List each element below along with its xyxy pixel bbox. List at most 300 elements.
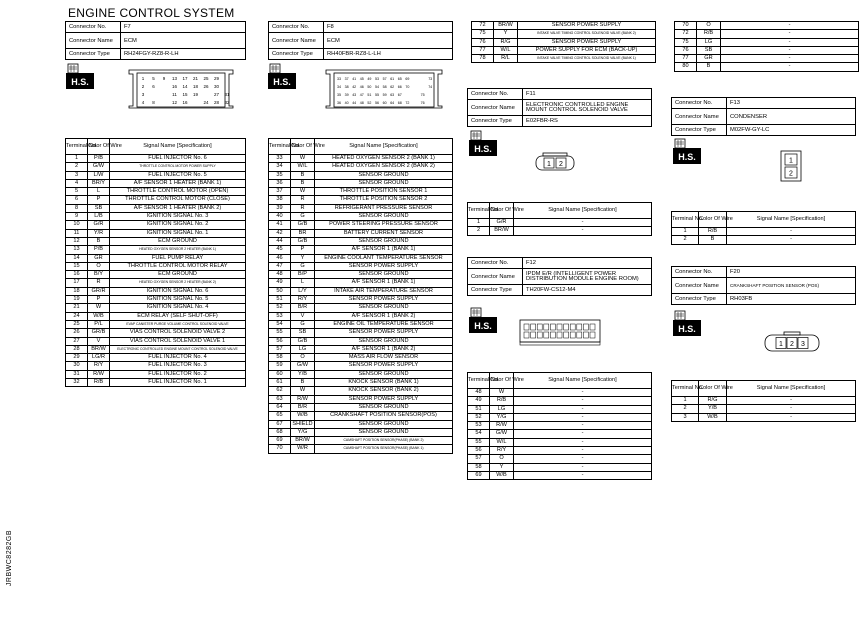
- wire-color-cell: Y/B: [699, 405, 727, 413]
- connector-type-value: M02FW-GY-LC: [727, 125, 856, 136]
- terminal-no-cell: 80: [675, 63, 697, 71]
- signal-name-cell: CAMSHAFT POSITION SENSOR(PHASE) (BANK 1): [315, 445, 453, 453]
- signal-name-cell: SENSOR POWER SUPPLY: [315, 362, 453, 370]
- table-row: [468, 438, 652, 446]
- wire-color-cell: O: [490, 455, 514, 463]
- wire-color-cell: BR/W: [291, 437, 315, 445]
- connector-pin-label: 76: [420, 101, 425, 105]
- connector-pin-label: 41: [352, 77, 357, 81]
- f11-pin-1: 1: [547, 161, 551, 168]
- signal-name-cell: HEATED OXYGEN SENSOR 2 (BANK 2): [315, 163, 453, 171]
- terminal-no-cell: 39: [269, 204, 291, 212]
- f12-connector-face: [519, 318, 601, 351]
- signal-name-cell: -: [721, 30, 859, 38]
- terminal-no-cell: 34: [269, 163, 291, 171]
- terminal-no-cell: 63: [269, 395, 291, 403]
- connector-no-label: Connector No.: [468, 258, 523, 269]
- table-row: [269, 287, 453, 295]
- wire-color-cell: SB: [88, 204, 110, 212]
- table-row: [66, 246, 246, 254]
- connector-pin-label: 14: [182, 84, 188, 89]
- signal-name-cell: -: [721, 55, 859, 63]
- connector-cavity: [583, 324, 588, 330]
- terminal-no-cell: 37: [269, 188, 291, 196]
- table-row: [66, 312, 246, 320]
- wire-color-cell: R/W: [291, 395, 315, 403]
- terminal-no-header: Terminal No.: [269, 139, 291, 155]
- terminal-no-cell: 27: [66, 337, 88, 345]
- table-row: [468, 389, 652, 397]
- table-row: [66, 287, 246, 295]
- terminal-no-header: Terminal No.: [672, 212, 699, 228]
- connector-type-label: Connector Type: [468, 116, 523, 127]
- terminal-no-cell: 59: [269, 362, 291, 370]
- wire-color-cell: R/W: [88, 370, 110, 378]
- terminal-no-cell: 14: [66, 254, 88, 262]
- connector-pin-label: 50: [367, 85, 372, 89]
- terminal-no-cell: 77: [472, 46, 494, 54]
- signal-name-cell: A/F SENSOR 1 (BANK 1): [315, 279, 453, 287]
- terminal-no-cell: 10: [66, 221, 88, 229]
- signal-name-cell: -: [721, 63, 859, 71]
- connector-pin-label: 28: [213, 100, 220, 105]
- signal-name-cell: A/F SENSOR 1 HEATER (BANK 2): [110, 204, 246, 212]
- svg-text:H.S.: H.S.: [474, 144, 492, 154]
- wire-color-cell: R: [291, 204, 315, 212]
- terminal-no-cell: 46: [269, 254, 291, 262]
- terminal-no-cell: 52: [468, 413, 490, 421]
- connector-pin-label: 27: [213, 92, 220, 97]
- table-row: [472, 55, 656, 63]
- terminal-no-cell: 11: [66, 229, 88, 237]
- f12-pin-table: [467, 372, 652, 480]
- wire-color-cell: B: [88, 237, 110, 245]
- wire-color-cell: BR/W: [88, 345, 110, 353]
- wire-color-cell: V: [291, 312, 315, 320]
- table-row: [269, 221, 453, 229]
- terminal-no-cell: 78: [472, 55, 494, 63]
- connector-cavity: [577, 324, 582, 330]
- wire-color-cell: G/R: [88, 221, 110, 229]
- f11-info-table: [467, 88, 652, 127]
- signal-name-cell: FUEL INJECTOR No. 5: [110, 171, 246, 179]
- connector-pin-label: 17: [182, 76, 188, 81]
- signal-name-cell: A/F SENSOR 1 (BANK 1): [315, 246, 453, 254]
- signal-name-cell: -: [514, 447, 652, 455]
- hs-icon: [673, 310, 701, 341]
- f20-pin-2: 2: [790, 341, 794, 348]
- signal-name-cell: -: [514, 405, 652, 413]
- terminal-no-cell: 70: [675, 22, 697, 30]
- connector-cavity: [557, 332, 562, 338]
- table-row: [672, 236, 856, 244]
- wire-color-cell: B: [291, 171, 315, 179]
- wire-color-cell: G/W: [490, 430, 514, 438]
- wire-color-cell: BR/W: [490, 227, 514, 235]
- wire-color-cell: R/G: [494, 38, 518, 46]
- signal-name-header: Signal Name [Specification]: [727, 212, 856, 228]
- table-row: [675, 38, 859, 46]
- connector-cavity: [537, 324, 542, 330]
- connector-pin-label: 60: [382, 101, 387, 105]
- signal-name-cell: -: [721, 46, 859, 54]
- signal-name-cell: HEATED OXYGEN SENSOR 2 HEATER (BANK 2): [110, 279, 246, 287]
- connector-pin-label: 52: [367, 101, 372, 105]
- table-row: [472, 38, 656, 46]
- terminal-no-cell: 48: [269, 271, 291, 279]
- table-row: [66, 320, 246, 328]
- signal-name-cell: SENSOR GROUND: [315, 370, 453, 378]
- signal-name-cell: IGNITION SIGNAL No. 5: [110, 296, 246, 304]
- signal-name-cell: SENSOR POWER SUPPLY: [315, 395, 453, 403]
- connector-pin-label: 18: [192, 84, 199, 89]
- signal-name-cell: -: [727, 228, 856, 236]
- f13-info-table: [671, 97, 856, 136]
- connector-pin-label: 56: [375, 101, 379, 105]
- terminal-no-cell: 1: [66, 155, 88, 163]
- wire-color-cell: R/W: [490, 422, 514, 430]
- signal-name-cell: SENSOR GROUND: [315, 237, 453, 245]
- wire-color-cell: W/L: [291, 163, 315, 171]
- table-row: [468, 227, 652, 235]
- table-row: [66, 179, 246, 187]
- terminal-no-cell: 2: [468, 227, 490, 235]
- f13-pin-table: [671, 211, 856, 245]
- signal-name-cell: A/F SENSOR 1 (BANK 2): [315, 345, 453, 353]
- connector-pin-label: 51: [367, 93, 372, 97]
- terminal-no-cell: 33: [269, 155, 291, 163]
- signal-name-cell: -: [721, 22, 859, 30]
- signal-name-cell: THROTTLE POSITION SENSOR 2: [315, 196, 453, 204]
- f20-pin-table: [671, 380, 856, 422]
- connector-pin-label: 33: [337, 77, 341, 81]
- table-row: [66, 204, 246, 212]
- connector-cavity: [544, 324, 549, 330]
- signal-name-cell: -: [514, 397, 652, 405]
- table-row: [675, 30, 859, 38]
- connector-pin-label: 73: [428, 77, 433, 81]
- table-row: [269, 179, 453, 187]
- wire-color-cell: P: [291, 246, 315, 254]
- terminal-no-cell: 42: [269, 229, 291, 237]
- wire-color-cell: GR/B: [88, 329, 110, 337]
- signal-name-cell: POWER SUPPLY FOR ECM (BACK-UP): [518, 46, 656, 54]
- table-row: [269, 155, 453, 163]
- terminal-no-cell: 19: [66, 296, 88, 304]
- signal-name-cell: THROTTLE CONTROL MOTOR (CLOSE): [110, 196, 246, 204]
- terminal-no-cell: 21: [66, 304, 88, 312]
- connector-pin-label: 30: [213, 84, 220, 89]
- signal-name-cell: CRANKSHAFT POSITION SENSOR(POS): [315, 412, 453, 420]
- connector-cavity: [531, 324, 536, 330]
- signal-name-cell: FUEL INJECTOR No. 4: [110, 354, 246, 362]
- table-row: [472, 22, 656, 30]
- signal-name-cell: -: [514, 227, 652, 235]
- connector-cavity: [570, 324, 575, 330]
- connector-type-value: RH24FGY-RZ8-R-LH: [121, 49, 246, 60]
- table-row: [269, 213, 453, 221]
- connector-name-value: ECM: [324, 33, 453, 49]
- wire-color-cell: LG/R: [88, 354, 110, 362]
- signal-name-cell: IGNITION SIGNAL No. 4: [110, 304, 246, 312]
- signal-name-cell: BATTERY CURRENT SENSOR: [315, 229, 453, 237]
- wire-color-cell: P/L: [88, 320, 110, 328]
- table-row: [66, 155, 246, 163]
- terminal-no-cell: 55: [468, 438, 490, 446]
- f13-connector-face: [779, 150, 803, 187]
- terminal-no-cell: 53: [468, 422, 490, 430]
- connector-pin-label: 9: [162, 76, 166, 81]
- connector-pin-label: 13: [171, 76, 178, 81]
- terminal-no-cell: 50: [269, 287, 291, 295]
- signal-name-cell: SENSOR GROUND: [315, 304, 453, 312]
- color-of-wire-header: Color Of Wire: [699, 381, 727, 397]
- connector-pin-label: 6: [152, 84, 155, 89]
- connector-type-value: E02FBR-RS: [523, 116, 652, 127]
- terminal-no-cell: 54: [269, 320, 291, 328]
- connector-pin-label: 61: [390, 77, 395, 81]
- connector-pin-label: 58: [382, 85, 387, 89]
- table-row: [66, 213, 246, 221]
- signal-name-cell: IGNITION SIGNAL No. 3: [110, 213, 246, 221]
- f20-connector-face: [764, 331, 820, 358]
- terminal-no-cell: 49: [269, 279, 291, 287]
- connector-type-label: Connector Type: [468, 285, 523, 296]
- wire-color-cell: P: [88, 196, 110, 204]
- wire-color-cell: W: [490, 389, 514, 397]
- table-row: [66, 229, 246, 237]
- connector-no-value: F7: [121, 22, 246, 33]
- table-row: [269, 171, 453, 179]
- f7-pin-table: [65, 138, 246, 387]
- connector-pin-label: 70: [405, 85, 410, 89]
- connector-pin-label: 34: [337, 85, 341, 89]
- connector-pin-label: 11: [172, 92, 177, 97]
- signal-name-cell: -: [727, 236, 856, 244]
- connector-pin-label: 35: [337, 93, 341, 97]
- wire-color-cell: GR: [88, 254, 110, 262]
- wire-color-cell: SHIELD: [292, 420, 313, 427]
- connector-cavity: [590, 324, 595, 330]
- terminal-no-cell: 41: [269, 221, 291, 229]
- connector-pin-label: 66: [397, 85, 402, 89]
- connector-pin-label: 59: [382, 93, 387, 97]
- terminal-no-cell: 53: [269, 312, 291, 320]
- terminal-no-cell: 35: [269, 171, 291, 179]
- signal-name-header: Signal Name [Specification]: [315, 139, 453, 155]
- wire-color-cell: B/R: [291, 304, 315, 312]
- wire-color-cell: R: [291, 196, 315, 204]
- signal-name-cell: THROTTLE POSITION SENSOR 1: [315, 188, 453, 196]
- signal-name-cell: THROTTLE CONTROL MOTOR POWER SUPPLY: [110, 163, 246, 171]
- table-row: [269, 296, 453, 304]
- wire-color-cell: V: [88, 337, 110, 345]
- f11-connector-face: [535, 152, 575, 177]
- table-row: [269, 188, 453, 196]
- signal-name-cell: ENGINE COOLANT TEMPERATURE SENSOR: [315, 254, 453, 262]
- connector-pin-label: 37: [344, 77, 349, 81]
- wire-color-cell: W/L: [494, 46, 518, 54]
- wire-color-cell: B/P: [291, 271, 315, 279]
- connector-pin-label: 4: [141, 100, 145, 105]
- connector-pin-label: 65: [397, 77, 402, 81]
- signal-name-cell: FUEL INJECTOR No. 6: [110, 155, 246, 163]
- table-row: [468, 397, 652, 405]
- terminal-no-cell: 72: [472, 22, 494, 30]
- connector-pin-label: 21: [192, 76, 199, 81]
- connector-pin-label: 49: [367, 77, 372, 81]
- wire-color-cell: R/B: [697, 30, 721, 38]
- signal-name-cell: SENSOR POWER SUPPLY: [315, 296, 453, 304]
- f20-info-table: [671, 266, 856, 305]
- signal-name-cell: SENSOR GROUND: [315, 420, 453, 428]
- signal-name-cell: ECM GROUND: [110, 237, 246, 245]
- wire-color-cell: W/B: [291, 412, 315, 420]
- wire-color-cell: W: [291, 188, 315, 196]
- hs-icon: [469, 130, 497, 161]
- connector-pin-label: 67: [397, 93, 402, 97]
- signal-name-cell: FUEL INJECTOR No. 2: [110, 370, 246, 378]
- table-row: [269, 387, 453, 395]
- connector-type-label: Connector Type: [269, 49, 324, 60]
- connector-pin-label: 54: [375, 85, 379, 89]
- table-row: [672, 405, 856, 413]
- f20-pin-3: 3: [801, 341, 805, 348]
- wire-color-cell: R/G: [699, 397, 727, 405]
- wire-color-cell: R/B: [490, 397, 514, 405]
- table-row: [468, 447, 652, 455]
- svg-text:H.S.: H.S.: [273, 77, 291, 87]
- connector-cavity: [524, 332, 529, 338]
- table-row: [468, 430, 652, 438]
- terminal-no-cell: 62: [269, 387, 291, 395]
- table-row: [269, 279, 453, 287]
- connector-pin-label: 74: [428, 85, 433, 89]
- connector-type-value: RH40FBR-RZ8-L-LH: [324, 49, 453, 60]
- terminal-no-cell: 58: [269, 354, 291, 362]
- svg-text:H.S.: H.S.: [678, 324, 696, 334]
- connector-pin-label: 2: [141, 84, 145, 89]
- terminal-no-cell: 51: [468, 405, 490, 413]
- terminal-no-cell: 18: [66, 287, 88, 295]
- terminal-no-cell: 26: [66, 329, 88, 337]
- table-row: [269, 420, 453, 428]
- wire-color-cell: GR/R: [88, 287, 110, 295]
- connector-pin-label: 63: [390, 93, 395, 97]
- connector-cavity: [577, 332, 582, 338]
- terminal-no-cell: 31: [66, 370, 88, 378]
- signal-name-cell: INTAKE VALVE TIMING CONTROL SOLENOID VALVE (BANK 1): [518, 55, 656, 63]
- signal-name-header: Signal Name [Specification]: [110, 139, 246, 155]
- table-row: [66, 296, 246, 304]
- wire-color-cell: B: [291, 379, 315, 387]
- color-of-wire-header: Color Of Wire: [490, 203, 514, 219]
- connector-pin-label: 45: [359, 77, 364, 81]
- connector-pin-label: 36: [337, 101, 341, 105]
- table-row: [269, 304, 453, 312]
- table-row: [269, 229, 453, 237]
- connector-cavity: [564, 332, 569, 338]
- terminal-no-cell: 45: [269, 246, 291, 254]
- table-row: [269, 437, 453, 445]
- page-title: ENGINE CONTROL SYSTEM: [68, 6, 235, 20]
- table-row: [269, 412, 453, 420]
- wire-color-cell: G/B: [291, 337, 315, 345]
- f8-info-table: [268, 21, 453, 60]
- table-row: [672, 413, 856, 421]
- connector-name-label: Connector Name: [468, 100, 523, 116]
- terminal-no-cell: 47: [269, 262, 291, 270]
- connector-name-value: CRANKSHAFT POSITION SENSOR (POS): [727, 278, 856, 294]
- connector-type-label: Connector Type: [66, 49, 121, 60]
- signal-name-cell: -: [514, 219, 652, 227]
- connector-name-value: CONDENSER: [727, 109, 856, 125]
- signal-name-cell: SENSOR POWER SUPPLY: [518, 22, 656, 30]
- table-row: [269, 403, 453, 411]
- terminal-no-cell: 67: [269, 420, 291, 428]
- connector-pin-label: 40: [344, 101, 349, 105]
- wire-color-cell: Y: [494, 30, 518, 38]
- f13-pin-1: 1: [789, 157, 793, 165]
- wire-color-cell: O: [291, 354, 315, 362]
- table-row: [66, 379, 246, 387]
- signal-name-cell: THROTTLE CONTROL MOTOR (OPEN): [110, 188, 246, 196]
- connector-name-label: Connector Name: [66, 33, 121, 49]
- connector-no-value: F11: [523, 89, 652, 100]
- wire-color-cell: P: [88, 296, 110, 304]
- signal-name-cell: HEATED OXYGEN SENSOR 2 HEATER (BANK 1): [110, 246, 246, 254]
- table-row: [269, 354, 453, 362]
- connector-type-label: Connector Type: [672, 125, 727, 136]
- terminal-no-cell: 51: [269, 296, 291, 304]
- signal-name-cell: -: [514, 430, 652, 438]
- signal-name-cell: SENSOR GROUND: [315, 213, 453, 221]
- wire-color-cell: BR/Y: [88, 179, 110, 187]
- table-row: [472, 46, 656, 54]
- wire-color-cell: G/B: [291, 221, 315, 229]
- table-row: [66, 271, 246, 279]
- connector-type-value: RH03FB: [727, 294, 856, 305]
- wire-color-cell: L/Y: [291, 287, 315, 295]
- table-row: [269, 262, 453, 270]
- wire-color-cell: Y/R: [88, 229, 110, 237]
- terminal-no-cell: 58: [468, 463, 490, 471]
- signal-name-cell: -: [514, 463, 652, 471]
- terminal-no-cell: 60: [269, 370, 291, 378]
- wire-color-cell: LG: [697, 38, 721, 46]
- table-row: [269, 163, 453, 171]
- signal-name-cell: IGNITION SIGNAL No. 2: [110, 221, 246, 229]
- table-row: [66, 262, 246, 270]
- terminal-no-cell: 68: [269, 428, 291, 436]
- wire-color-cell: L: [291, 279, 315, 287]
- terminal-no-cell: 65: [269, 412, 291, 420]
- connector-pin-label: 47: [359, 93, 364, 97]
- terminal-no-cell: 16: [66, 271, 88, 279]
- wire-color-cell: W: [88, 304, 110, 312]
- table-row: [269, 370, 453, 378]
- wire-color-cell: W/L: [490, 438, 514, 446]
- wire-color-cell: B/R: [291, 403, 315, 411]
- hs-icon: [268, 63, 296, 94]
- terminal-no-cell: 61: [269, 379, 291, 387]
- signal-name-cell: -: [514, 422, 652, 430]
- signal-name-cell: -: [514, 438, 652, 446]
- wire-color-cell: GR: [697, 55, 721, 63]
- table-row: [66, 329, 246, 337]
- signal-name-cell: SENSOR GROUND: [315, 403, 453, 411]
- signal-name-cell: IGNITION SIGNAL No. 1: [110, 229, 246, 237]
